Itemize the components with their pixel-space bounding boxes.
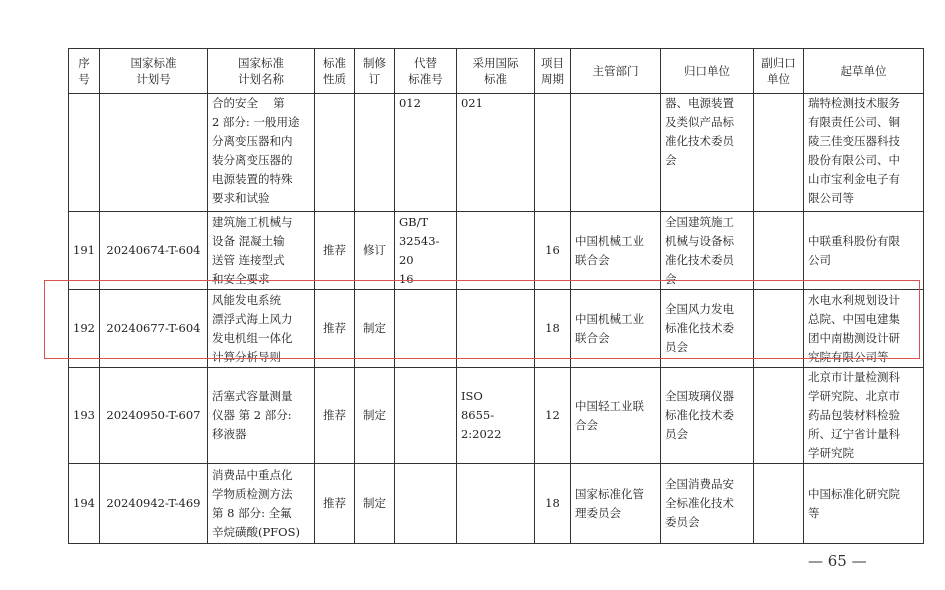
table-row — [69, 368, 924, 464]
header-intl: 采用国际 标准 — [456, 49, 534, 94]
table-row — [69, 212, 924, 290]
header-nature: 标准 性质 — [314, 49, 354, 94]
cell-drafter: 瑞特检测技术服务 有限责任公司、铜 陵三佳变压器科技 股份有限公司、中 山市宝利金电子有 限公司等 — [803, 94, 923, 212]
cell-seq: 191 — [69, 212, 100, 290]
cell-plan-no: 20240950-T-607 — [99, 368, 207, 464]
cell-plan-name: 风能发电系统 漂浮式海上风力 发电机组一体化 计算分析导则 — [207, 290, 314, 368]
cell-plan-name: 合的安全 第 2 部分: 一般用途 分离变压器和内 装分离变压器的 电源装置的特殊 要求和试验 — [207, 94, 314, 212]
cell-replace-no — [394, 464, 456, 544]
cell-period: 16 — [534, 212, 570, 290]
cell-period — [534, 94, 570, 212]
cell-replace-no — [394, 368, 456, 464]
header-drafter: 起草单位 — [803, 49, 923, 94]
cell-seq: 192 — [69, 290, 100, 368]
cell-revise: 制定 — [354, 464, 394, 544]
header-replace-no: 代替 标准号 — [394, 49, 456, 94]
cell-drafter: 水电水利规划设计 总院、中国电建集 团中南勘测设计研 究院有限公司等 — [803, 290, 923, 368]
cell-drafter: 北京市计量检测科 学研究院、北京市 药品包装材料检验 所、辽宁省计量科 学研究院 — [803, 368, 923, 464]
cell-plan-no: 20240942-T-469 — [99, 464, 207, 544]
cell-dept: 中国机械工业 联合会 — [570, 290, 660, 368]
cell-period: 12 — [534, 368, 570, 464]
cell-sub-unit — [753, 94, 803, 212]
cell-unit: 全国消费品安 全标准化技术 委员会 — [660, 464, 753, 544]
cell-unit: 全国风力发电 标准化技术委 员会 — [660, 290, 753, 368]
header-revise: 制修 订 — [354, 49, 394, 94]
cell-nature — [314, 94, 354, 212]
cell-seq: 193 — [69, 368, 100, 464]
header-seq: 序 号 — [69, 49, 100, 94]
cell-plan-no — [99, 94, 207, 212]
cell-plan-no: 20240674-T-604 — [99, 212, 207, 290]
cell-seq: 194 — [69, 464, 100, 544]
cell-dept: 中国机械工业 联合会 — [570, 212, 660, 290]
cell-replace-no: 012 — [394, 94, 456, 212]
cell-dept: 国家标准化管 理委员会 — [570, 464, 660, 544]
header-unit: 归口单位 — [660, 49, 753, 94]
cell-plan-name: 活塞式容量测量 仪器 第 2 部分: 移液器 — [207, 368, 314, 464]
cell-drafter: 中联重科股份有限 公司 — [803, 212, 923, 290]
cell-intl — [456, 464, 534, 544]
cell-plan-name: 消费品中重点化 学物质检测方法 第 8 部分: 全氟 辛烷磺酸(PFOS) — [207, 464, 314, 544]
cell-dept: 中国轻工业联 合会 — [570, 368, 660, 464]
cell-intl: 021 — [456, 94, 534, 212]
page-number: — 65 — — [808, 552, 867, 570]
cell-nature: 推荐 — [314, 368, 354, 464]
cell-period: 18 — [534, 464, 570, 544]
cell-unit: 全国玻璃仪器 标准化技术委 员会 — [660, 368, 753, 464]
cell-revise — [354, 94, 394, 212]
header-period: 项目 周期 — [534, 49, 570, 94]
table-row — [69, 94, 924, 212]
cell-replace-no — [394, 290, 456, 368]
cell-revise: 修订 — [354, 212, 394, 290]
cell-sub-unit — [753, 368, 803, 464]
cell-dept — [570, 94, 660, 212]
cell-period: 18 — [534, 290, 570, 368]
cell-drafter: 中国标准化研究院 等 — [803, 464, 923, 544]
cell-nature: 推荐 — [314, 212, 354, 290]
cell-sub-unit — [753, 464, 803, 544]
cell-sub-unit — [753, 212, 803, 290]
table-row — [69, 464, 924, 544]
cell-plan-name: 建筑施工机械与 设备 混凝土输 送管 连接型式 和安全要求 — [207, 212, 314, 290]
cell-plan-no: 20240677-T-604 — [99, 290, 207, 368]
header-plan-name: 国家标准 计划名称 — [207, 49, 314, 94]
standards-plan-table — [68, 48, 924, 544]
cell-unit: 全国建筑施工 机械与设备标 准化技术委员 会 — [660, 212, 753, 290]
header-plan-no: 国家标准 计划号 — [99, 49, 207, 94]
header-sub-unit: 副归口 单位 — [753, 49, 803, 94]
cell-revise: 制定 — [354, 290, 394, 368]
cell-sub-unit — [753, 290, 803, 368]
table-row-highlighted — [69, 290, 924, 368]
header-dept: 主管部门 — [570, 49, 660, 94]
cell-intl — [456, 290, 534, 368]
cell-revise: 制定 — [354, 368, 394, 464]
cell-unit: 器、电源装置 及类似产品标 准化技术委员 会 — [660, 94, 753, 212]
cell-nature: 推荐 — [314, 464, 354, 544]
table-header-row — [69, 49, 924, 94]
cell-intl — [456, 212, 534, 290]
cell-intl: ISO 8655-2:2022 — [456, 368, 534, 464]
cell-replace-no: GB/T 32543-20 16 — [394, 212, 456, 290]
cell-seq — [69, 94, 100, 212]
cell-nature: 推荐 — [314, 290, 354, 368]
